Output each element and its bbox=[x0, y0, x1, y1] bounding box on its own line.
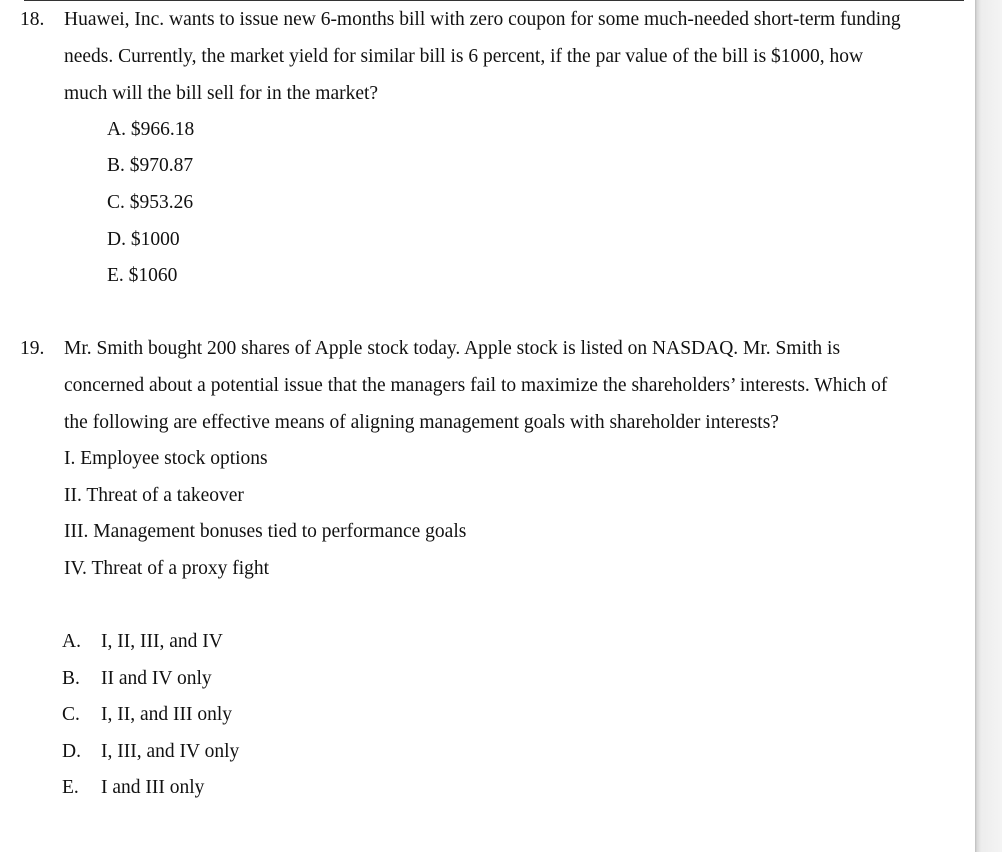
option-text: I and III only bbox=[101, 777, 205, 798]
statement-item: III. Management bonuses tied to performance goals bbox=[64, 521, 467, 542]
option-letter: E. bbox=[62, 777, 79, 798]
option-text: I, II, III, and IV bbox=[101, 631, 223, 652]
question-text-line: Mr. Smith bought 200 shares of Apple stock today. Apple stock is listed on NASDAQ. Mr. Smith is bbox=[64, 338, 841, 359]
statement-item: IV. Threat of a proxy fight bbox=[64, 558, 270, 579]
statement-item: I. Employee stock options bbox=[64, 448, 268, 469]
option-text: I, II, and III only bbox=[101, 704, 233, 725]
option-text: I, III, and IV only bbox=[101, 741, 240, 762]
question-text-line: concerned about a potential issue that the managers fail to maximize the shareholders’ interests. Which of bbox=[64, 375, 888, 396]
question-number: 19. bbox=[20, 338, 45, 359]
answer-option-e: E. $1060 bbox=[107, 265, 178, 286]
answer-option-c: C. $953.26 bbox=[107, 192, 194, 213]
top-rule bbox=[24, 0, 964, 1]
option-letter: A. bbox=[62, 631, 81, 652]
answer-option-a: A. $966.18 bbox=[107, 119, 195, 140]
question-text-line: Huawei, Inc. wants to issue new 6-months bill with zero coupon for some much-needed short-term funding bbox=[64, 9, 901, 30]
answer-option-b: B. $970.87 bbox=[107, 155, 194, 176]
page-edge-gutter bbox=[975, 0, 1002, 852]
question-text-line: needs. Currently, the market yield for similar bill is 6 percent, if the par value of the bill is $1000, how bbox=[64, 46, 864, 67]
option-letter: D. bbox=[62, 741, 81, 762]
question-text-line: much will the bill sell for in the market? bbox=[64, 83, 379, 104]
option-letter: C. bbox=[62, 704, 80, 725]
option-letter: B. bbox=[62, 668, 80, 689]
answer-option-d: D. $1000 bbox=[107, 229, 180, 250]
question-text-line: the following are effective means of aligning management goals with shareholder interests? bbox=[64, 412, 779, 433]
option-text: II and IV only bbox=[101, 668, 212, 689]
statement-item: II. Threat of a takeover bbox=[64, 485, 244, 506]
question-number: 18. bbox=[20, 9, 45, 30]
